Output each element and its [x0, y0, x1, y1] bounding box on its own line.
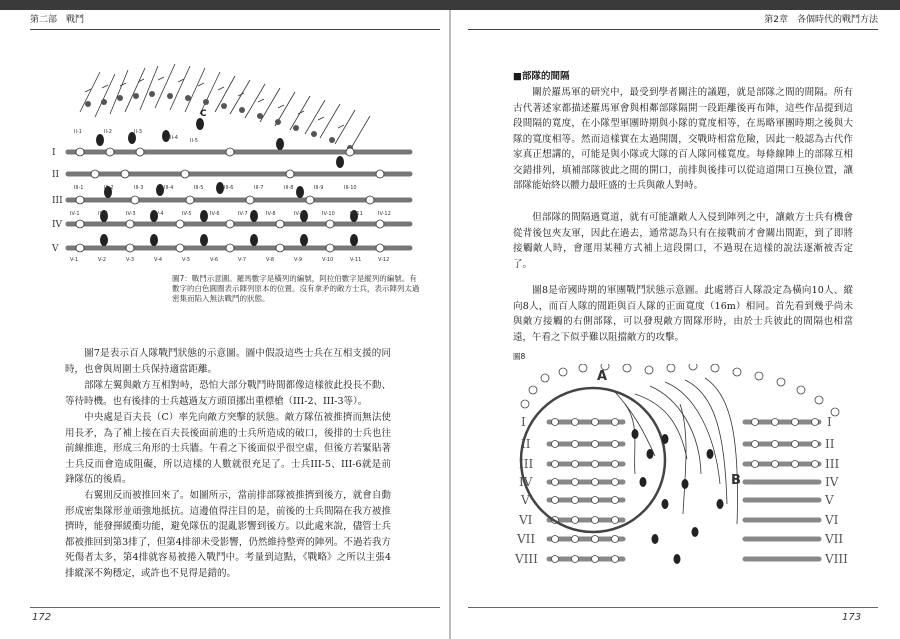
unit-label: III-3: [134, 185, 144, 191]
right-page-header: 第2章 各個時代的戰鬥方法: [764, 15, 878, 25]
unit-label: II-1: [74, 129, 82, 135]
unit-label: IV-2: [98, 211, 108, 217]
fig8-row-label-left: V: [521, 493, 530, 507]
unit-label: II-3: [134, 129, 142, 135]
right-page-number: 173: [842, 612, 862, 623]
right-paragraph-3: 圖8是帝國時期的軍團戰鬥狀態示意圖。此處將百人隊設定為橫向10人、縱向8人，而百人隊的間距與百人隊的正面寬度（16m）相同。首先看到幾乎尚未與敵方接觸的右側部隊，可以發現敵方間隊形時，由於士兵彼此的間隔也相當遠，午看之下似乎難以阻擋敵方的攻擊。: [513, 285, 853, 343]
fig8-row-label-left: II: [521, 437, 531, 451]
fig7-row-label: III: [52, 196, 63, 206]
unit-label: III-10: [344, 185, 357, 191]
unit-label: III-7: [254, 185, 264, 191]
unit-label: III-5: [194, 185, 204, 191]
fig8-row-label-right: I: [827, 415, 832, 429]
unit-label: IV-12: [378, 211, 391, 217]
fig8-row-label-right: V: [825, 493, 834, 507]
figure-8-label: 圖8: [513, 352, 526, 361]
unit-label: IV-6: [210, 211, 220, 217]
fig8-row-label-right: VIII: [825, 552, 848, 566]
unit-label: V-9: [294, 257, 303, 263]
fig7-row-label: IV: [52, 220, 63, 230]
fig8-focus-circle: [521, 388, 665, 532]
unit-label: IV-10: [322, 211, 335, 217]
unit-label: V-4: [154, 257, 163, 263]
figure-8-diagram: [515, 364, 855, 594]
unit-label: III-9: [314, 185, 324, 191]
unit-label: IV-3: [126, 211, 136, 217]
unit-label: II-4: [170, 135, 178, 141]
unit-label: V-1: [70, 257, 79, 263]
unit-label: V-12: [378, 257, 390, 263]
fig8-row-label-right: III: [825, 457, 840, 471]
unit-label: IV-7: [238, 211, 248, 217]
unit-label: V-8: [266, 257, 275, 263]
right-paragraph-1: 關於羅馬軍的研究中，最受到學者關注的議題，就是部隊之間的間隔。所有古代著述家都描述羅馬軍會與相鄰部隊隔開一段距離後再布陣，這些作品提到這段間隔的寬度，在小隊型軍團時期與小隊的寬度相等，在馬略軍團時期之後與大隊的寬度相等。然而這樣實在太過開闊，交戰時相當危險，因此一般認為古代作家真正想講的，可能是與小隊或大隊的百人隊同樣寬度。每條線陣上的部隊互相交錯排列，填補部隊彼此之間的開口，前排與後排可以從這道開口互換位置，讓部隊能始終以體力最旺盛的士兵與敵人對峙。: [513, 87, 853, 191]
unit-label: III-8: [284, 185, 294, 191]
right-header-rule: [468, 29, 878, 30]
left-footer-rule: [30, 607, 440, 608]
fig7-row-label: I: [52, 148, 56, 158]
fig8-marker-a: A: [597, 369, 608, 384]
fig8-row-label-left: III: [519, 457, 534, 471]
unit-label: V-2: [98, 257, 107, 263]
left-header-rule: [30, 29, 440, 30]
right-paragraph-2: 但部隊的間隔過寬道，就有可能讓敵人入侵到陣列之中，讓敵方士兵有機會從背後包夾友軍，因此在過去，通常認為只有在接戰前才會關出間距，到了即將接觸敵人時，會運用某種方式補上這段開口，不過現在這樣的說法逐漸被否定了。: [513, 212, 853, 270]
fig8-row-label-right: II: [825, 437, 835, 451]
left-page-number: 172: [32, 612, 52, 623]
fig8-marker-b: B: [731, 473, 741, 488]
unit-label: V-3: [126, 257, 135, 263]
left-paragraph-2: 部隊左翼與敵方互相對峙，恐怕大部分戰鬥時間都像這樣彼此投長不動、等待時機。也有後排的士兵越過友方頭頂挪出重標槍（III-2、III-3等）。: [65, 380, 391, 407]
unit-label: III-2: [104, 185, 114, 191]
unit-label: II-5: [190, 138, 198, 144]
left-paragraph-1: 圖7是表示百人隊戰鬥狀態的示意圖。圖中假設這些士兵在互相支援的同時，也會與周圍士兵保持適當距離。: [65, 348, 391, 375]
unit-label: V-10: [322, 257, 334, 263]
fig8-row-label-right: VI: [825, 513, 839, 527]
rank-lines: [68, 152, 410, 248]
fig7-row-label: V: [52, 244, 59, 254]
page-gutter: [449, 10, 451, 639]
unit-label: IV-1: [70, 211, 80, 217]
section-title: ■部隊的間隔: [513, 71, 570, 82]
unit-label: IV-11: [350, 211, 363, 217]
unit-label: II-2: [104, 129, 112, 135]
fig8-row-label-left: I: [521, 415, 526, 429]
unit-label: V-5: [182, 257, 191, 263]
right-footer-rule: [468, 607, 878, 608]
unit-label: V-7: [238, 257, 247, 263]
unit-label: IV-4: [154, 211, 164, 217]
fig8-soldier-figures: [632, 429, 724, 564]
unit-label: V-11: [350, 257, 362, 263]
fig8-row-label-left: VIII: [515, 552, 538, 566]
unit-label: IV-8: [266, 211, 276, 217]
top-bar: [0, 0, 900, 10]
left-page-header: 第二部 戰鬥: [30, 15, 85, 25]
unit-label: III-6: [224, 185, 234, 191]
fig8-row-label-left: IV: [519, 475, 533, 489]
left-paragraph-3: 中央處是百夫長（C）率先向敵方突擊的狀態。敵方隊伍被推擠而無法使用長矛，為了補上接在百夫長後面前進的士兵所造成的破口，後排的士兵也往前線推進，形成三角形的士兵牆。午看之下後面似乎很空虛，但後方若緊貼著士兵反而會造成阻礙，所以這樣的人數就很充足了。士兵III-5、III-6就是前鋒隊伍的後盾。: [65, 412, 391, 485]
centurion-marker: C: [200, 109, 207, 119]
unit-label: III-4: [164, 185, 174, 191]
fig8-enemy-arc: [521, 364, 839, 416]
unit-label: V-6: [210, 257, 219, 263]
unit-label: IV-5: [182, 211, 192, 217]
fig8-row-label-right: IV: [825, 475, 839, 489]
unit-label: III-1: [74, 185, 84, 191]
fig7-row-label: II: [52, 170, 60, 180]
fig8-row-label-left: VI: [519, 513, 533, 527]
unit-label: IV-9: [294, 211, 304, 217]
figure-7-diagram: [40, 52, 420, 270]
fig8-row-label-left: VII: [517, 532, 536, 546]
figure-7-caption: 圖7：戰鬥示意圖。羅馬數字是橫列的編號，阿拉伯數字是縱列的編號。有數字的白色圓圈表示陣列原本的位置。沒有拿矛的敵方士兵，表示陣列太過密集而陷入無法戰鬥的狀態。: [172, 274, 420, 303]
left-paragraph-4: 右翼則反而被推回來了。如圖所示，當前排部隊被推擠到後方，就會自動形成密集隊形並頑強地抵抗。這邊值得注目的是，前後的士兵間隔在我方被推擠時，能發揮緩衝功能，避免隊伍的混亂影響到後方。以此處來說，儘管士兵都被推回到第3排了，但第4排卻未受影響，仍然維持整齊的陣列。不過若我方死傷者太多，第4排就容易被捲入戰鬥中。考量到這點，《戰略》之所以主張4排縱深不夠穩定，或許也不見得是錯的。: [65, 490, 391, 579]
fig8-row-label-right: VII: [825, 532, 844, 546]
